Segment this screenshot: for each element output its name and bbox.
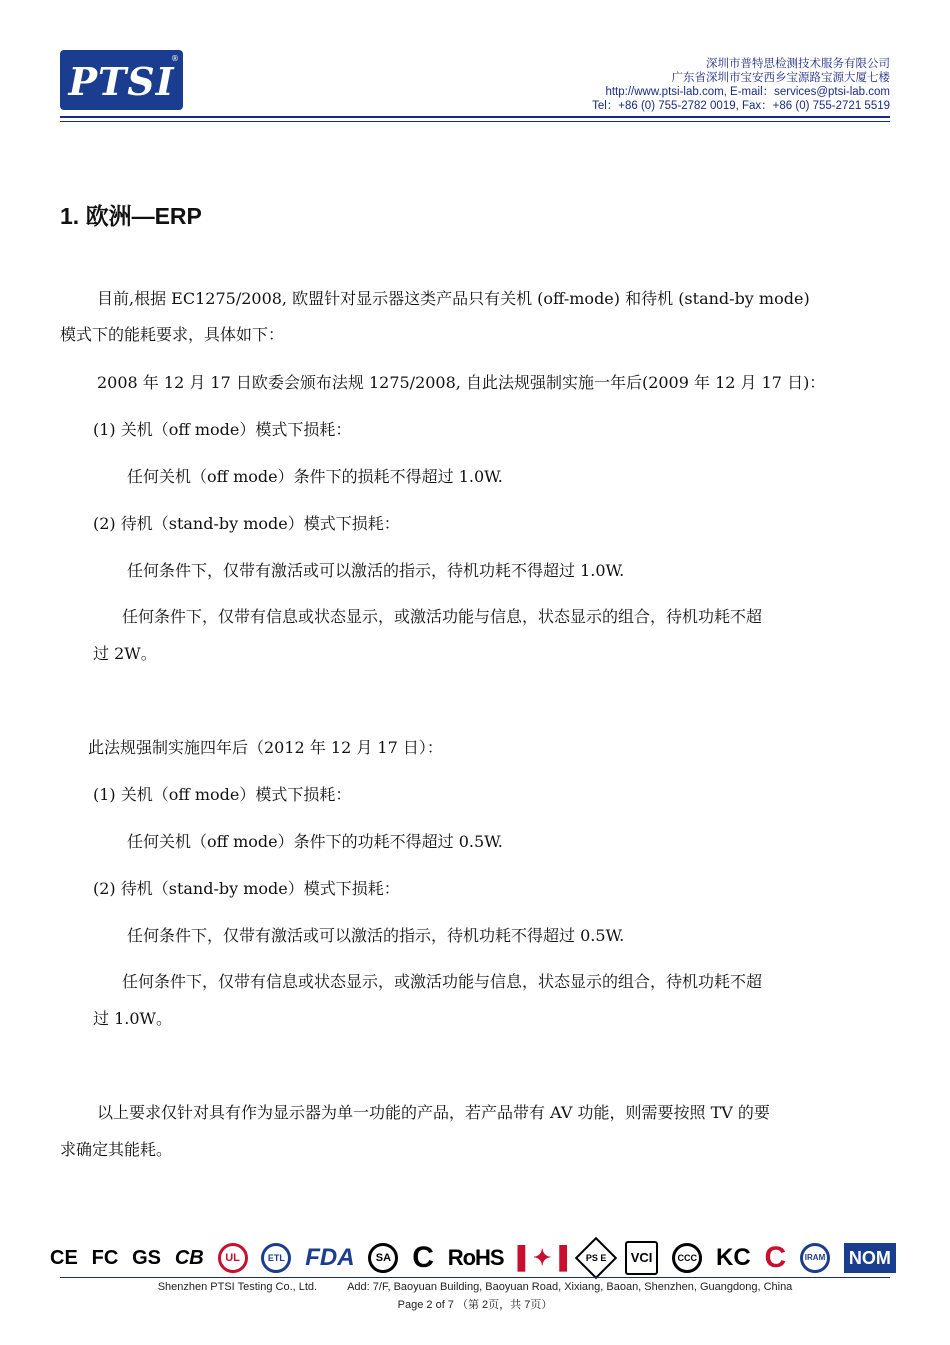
c-tick-mark-icon: C: [412, 1241, 434, 1274]
fcc-mark-icon: FC: [91, 1247, 119, 1269]
ptsi-logo: [60, 50, 183, 110]
footer-info: [0, 1281, 950, 1293]
phase1-standby-requirement-2: 任何条件下，仅带有信息或状态显示，或激活功能与信息，状态显示的组合，待机功耗不超: [122, 607, 763, 626]
fda-mark-icon: FDA: [305, 1244, 355, 1271]
gs-mark-icon: GS: [132, 1247, 162, 1269]
phase1-standby-requirement-1: 任何条件下，仅带有激活或可以激活的指示，待机功耗不得超过 1.0W.: [127, 561, 625, 580]
registered-mark: ®: [171, 54, 179, 63]
header-divider-thin: [60, 121, 890, 122]
nom-mark-icon: NOM: [844, 1243, 896, 1273]
phase2-standby-title: (2) 待机（stand-by mode）模式下损耗：: [93, 879, 400, 898]
ccc-mark-icon: CCC: [672, 1243, 702, 1273]
phase2-standby-requirement-2-cont: 过 1.0W。: [93, 1009, 172, 1028]
certification-logos: [50, 1240, 896, 1276]
logo-text: PTSI: [68, 58, 175, 104]
company-tel-fax: Tel：+86 (0) 755-2782 0019, Fax：+86 (0) 755-2721 5519: [592, 100, 890, 112]
phase1-standby-title: (2) 待机（stand-by mode）模式下损耗：: [93, 514, 400, 533]
quality-mark-icon: C: [764, 1241, 787, 1274]
phase2-date: 此法规强制实施四年后（2012 年 12 月 17 日）：: [88, 738, 443, 757]
phase2-off-title: (1) 关机（off mode）模式下损耗：: [93, 785, 352, 804]
phase2-standby-requirement-1: 任何条件下，仅带有激活或可以激活的指示，待机功耗不得超过 0.5W.: [127, 926, 625, 945]
footer-divider: [60, 1277, 890, 1278]
company-info: [592, 57, 890, 113]
closing-line-2: 求确定其能耗。: [60, 1140, 173, 1159]
phase2-off-requirement: 任何关机（off mode）条件下的功耗不得超过 0.5W.: [127, 832, 503, 851]
ul-mark-icon: UL: [218, 1243, 248, 1273]
pse-mark-label: PS E: [585, 1252, 607, 1263]
rohs-mark-icon: RoHS: [447, 1245, 504, 1270]
ce-mark-icon: CE: [50, 1247, 78, 1269]
phase1-off-requirement: 任何关机（off mode）条件下的损耗不得超过 1.0W.: [127, 467, 503, 486]
phase1-standby-requirement-2-cont: 过 2W。: [93, 644, 157, 663]
cb-mark-icon: CB: [174, 1247, 204, 1269]
closing-line-1: 以上要求仅针对具有作为显示器为单一功能的产品，若产品带有 AV 功能，则需要按照 TV 的要: [97, 1103, 770, 1122]
phase1-date: 2008 年 12 月 17 日欧委会颁布法规 1275/2008, 自此法规强制实施一年后(2009 年 12 月 17 日)：: [97, 373, 826, 392]
company-name: 深圳市普特思检测技术服务有限公司: [706, 58, 890, 70]
etl-mark-icon: ETL: [261, 1243, 291, 1273]
header-divider: [60, 116, 890, 118]
section-heading: 1. 欧洲—ERP: [60, 203, 202, 229]
vcci-mark-icon: VCI: [625, 1241, 659, 1275]
kc-mark-icon: KC: [716, 1244, 751, 1271]
company-web-email: http://www.ptsi-lab.com, E-mail：services@ptsi-lab.com: [605, 86, 890, 98]
footer-company: Shenzhen PTSI Testing Co., Ltd.: [157, 1281, 318, 1293]
phase1-off-title: (1) 关机（off mode）模式下损耗：: [93, 420, 352, 439]
footer-address: Add: 7/F, Baoyuan Building, Baoyuan Road, Xixiang, Baoan, Shenzhen, Guangdong, China: [347, 1281, 793, 1293]
intro-line-2: 模式下的能耗要求，具体如下：: [60, 325, 285, 344]
pse-mark-icon: [575, 1237, 617, 1279]
company-address: 广东省深圳市宝安西乡宝源路宝源大厦七楼: [671, 72, 890, 84]
csa-mark-icon: SA: [368, 1243, 398, 1273]
canada-flag-icon: ▌✦▐: [517, 1245, 568, 1270]
intro-line-1: 目前,根据 EC1275/2008, 欧盟针对显示器这类产品只有关机 (off-mode) 和待机 (stand-by mode): [97, 289, 810, 308]
page-number: Page 2 of 7 （第 2页，共 7页）: [397, 1299, 553, 1311]
phase2-standby-requirement-2: 任何条件下，仅带有信息或状态显示，或激活功能与信息，状态显示的组合，待机功耗不超: [122, 972, 763, 991]
iram-mark-icon: IRAM: [800, 1243, 830, 1273]
